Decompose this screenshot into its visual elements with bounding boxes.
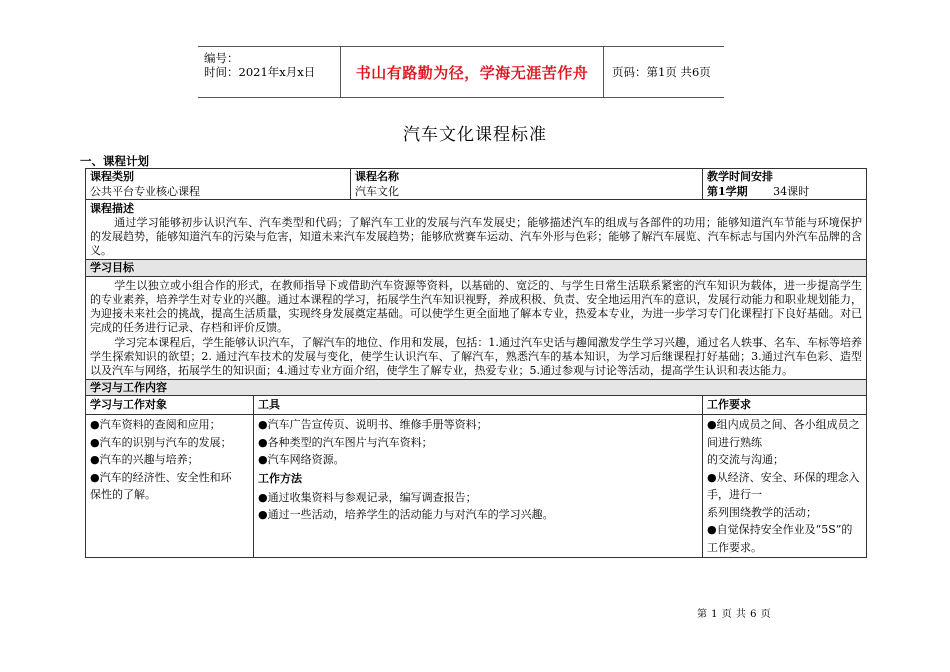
time-label: 时间：2021年x月x日 [204, 65, 316, 79]
methods-label: 工作方法 [258, 471, 302, 485]
document-title: 汽车文化课程标准 [403, 125, 547, 145]
category-cell [86, 169, 351, 200]
content-header-cell [86, 380, 867, 396]
requirements-cell [703, 396, 867, 558]
course-name-label: 课程名称 [355, 170, 399, 183]
description-text: 通过学习能够初步认识汽车、汽车类型和代码；了解汽车工业的发展与汽车发展史；能够描述汽车的组成与各部件的功用；能够知道汽车节能与环境保护的发展趋势，能够知道汽车的污染与危害，知道未来汽车发展趋势；能够欣赏赛车运动、汽车外形与色彩；能够了解汽车展览、汽车标志与国内外汽车品牌的含义。 [90, 216, 862, 257]
list-item: 保性的了解。 [90, 488, 156, 501]
content-label: 学习与工作内容 [90, 381, 167, 394]
course-name-value: 汽车文化 [355, 185, 399, 198]
list-item: ●汽车的经济性、安全性和环 [90, 470, 232, 484]
list-item: ●自觉保持安全作业及“5S”的工作要求。 [707, 523, 853, 554]
list-item: ●汽车网络资源。 [258, 453, 345, 466]
list-item: 的交流与沟通； [707, 453, 784, 466]
semester: 第1学期 [707, 185, 748, 198]
tools-methods-cell [254, 396, 703, 558]
header-page-number: 页码：第1页 共6页 [612, 65, 711, 79]
goals-paragraph-2: 学习完本课程后，学生能够认识汽车，了解汽车的地位、作用和发展，包括：1.通过汽车史话与趣闻激发学生学习兴趣，通过名人轶事、名车、车标等培养学生探索知识的欲望；2. 通过汽车技术的发展与变化，使学生认识汽车、了解汽车，熟悉汽车的基本知识，为学习后继课程打好基础；3.通过汽车色彩、造型以及汽车与网络，拓展学生的知识面；4.通过专业方面介绍，使学生了解专业，热爱专业；5.通过参观与讨论等活动，提高学生认识和表达能力。 [90, 336, 862, 377]
list-item: ●通过收集资料与参观记录，编写调查报告； [258, 490, 477, 504]
requirements-label: 工作要求 [703, 396, 866, 415]
description-cell [86, 200, 867, 260]
objects-cell [86, 396, 254, 558]
section-title-course-plan: 一、课程计划 [80, 154, 149, 168]
goals-cell [86, 260, 867, 380]
category-label: 课程类别 [90, 170, 134, 183]
tools-label: 工具 [254, 396, 702, 415]
header-slogan: 书山有路勤为径，学海无涯苦作舟 [340, 47, 604, 97]
list-item: ●各种类型的汽车图片与汽车资料； [258, 435, 433, 449]
list-item: ●汽车的识别与汽车的发展； [90, 435, 232, 449]
list-item: ●汽车的兴趣与培养； [90, 453, 199, 466]
category-value: 公共平台专业核心课程 [90, 185, 200, 198]
page-footer: 第 1 页 共 6 页 [697, 609, 772, 620]
goals-paragraph-1: 学生以独立或小组合作的形式，在教师指导下或借助汽车资源等资料，以基础的、宽泛的、与学生日常生活联系紧密的汽车知识为载体，进一步提高学生的专业素养，培养学生对专业的兴趣。通过本课程的学习，拓展学生汽车知识视野，养成积极、负责、安全地运用汽车的意识，发展行动能力和职业规划能力，为迎接未来社会的挑战，提高生活质量，实现终身发展奠定基础。可以使学生更全面地了解本专业，热爱本专业，为进一步学习专门化课程打下良好基础。对已完成的任务进行记录、存档和评价反馈。 [90, 279, 862, 334]
list-item: ●从经济、安全、环保的理念入手，进行一 [707, 470, 860, 501]
objects-label: 学习与工作对象 [86, 396, 253, 415]
schedule-label: 教学时间安排 [707, 170, 773, 183]
code-label: 编号： [204, 51, 239, 65]
list-item: ●汽车资料的查阅和应用； [90, 418, 221, 431]
list-item: ●汽车广告宣传页、说明书、维修手册等资料； [258, 418, 488, 431]
description-label: 课程描述 [90, 202, 134, 215]
page-header [198, 46, 724, 98]
header-meta [198, 47, 340, 97]
list-item: 系列围绕教学的活动； [707, 505, 817, 519]
list-item: ●通过一些活动，培养学生的活动能力与对汽车的学习兴趣。 [258, 508, 554, 521]
course-name-cell [351, 169, 703, 200]
list-item: ●组内成员之间、各小组成员之间进行熟练 [707, 418, 860, 449]
course-plan-table [85, 168, 867, 558]
schedule-cell [703, 169, 867, 200]
hours: 34课时 [773, 185, 810, 198]
goals-label: 学习目标 [86, 260, 866, 277]
